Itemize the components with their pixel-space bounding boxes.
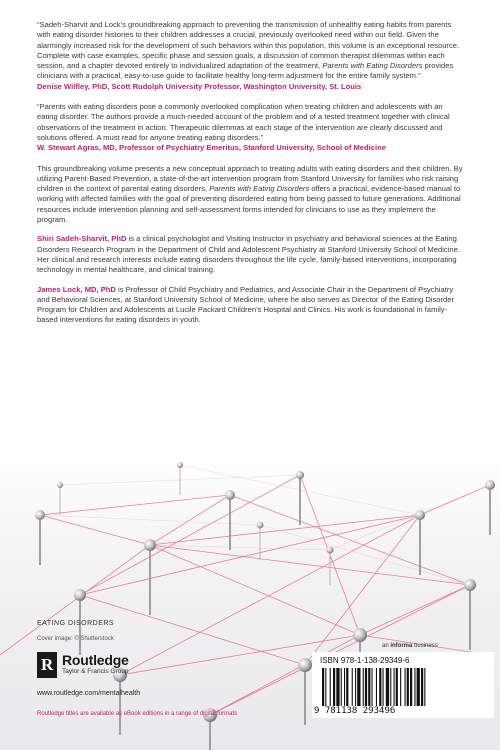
barcode-bar xyxy=(333,668,335,706)
barcode-bar xyxy=(344,668,345,706)
barcode-bar xyxy=(346,668,348,706)
routledge-icon: R xyxy=(37,652,57,678)
barcode-bar xyxy=(414,668,415,706)
back-cover-text xyxy=(37,20,465,326)
barcode-bar xyxy=(341,668,342,706)
barcode-bar xyxy=(421,668,423,706)
barcode-bar xyxy=(386,668,389,706)
author-bio-1: Shiri Sadeh-Sharvit, PhD is a clinical psychologist and Visiting Instructor in psychiatry and behavioral sciences at the Eating Disorders Research Program in the Department of Child and Adolescent Psychiatry at Stanford University School of Medicine. Her clinical and research interests include eating disorders throughout the life cycle, family-based interventions, incorporating technology in mental healthcare, and clinical training. xyxy=(37,234,460,275)
quote-2: “Parents with eating disorders pose a commonly overlooked complication when treating children and adolescents with an eating disorder. The authors provide a much-needed account of the problem and of a tested treatment together with clinical observations of the treatment in action. Therapeutic dilemmas at each stage of the intervention are clearly discussed and solutions offered. A must read for anyone treating eating disorders.” xyxy=(37,102,450,142)
publisher-logo xyxy=(37,652,167,682)
barcode-bar xyxy=(379,668,381,706)
book-description: This groundbreaking volume presents a new conceptual approach to treating adults with eating disorders and their children. By utilizing Parent-Based Prevention, a state-of-the-art intervention program from Stanford University for families who risk raising children in the context of parental eating disorders, Parents with Eating Disorders offers a practical, evidence-based manual to working with affected families with the goal of preventing disordered eating from being passed to future generations. Additional resources include intervention planning and self-assessment forms intended for clinicians to use as they implement the program. xyxy=(37,163,463,225)
barcode-bar xyxy=(407,668,409,706)
publisher-name: Routledge xyxy=(62,652,129,668)
barcode-icon xyxy=(320,668,490,706)
barcode-bar xyxy=(355,668,356,706)
barcode-bar xyxy=(376,668,377,706)
quote-2-attribution: W. Stewart Agras, MD, Professor of Psychiatry Emeritus, Stanford University, School of Medicine xyxy=(37,143,386,153)
barcode-bar xyxy=(325,668,326,706)
barcode-bar xyxy=(330,668,331,706)
barcode-bar xyxy=(322,668,324,706)
barcode-bar xyxy=(363,668,364,706)
quote-1: “Sadeh-Sharvit and Lock’s groundbreaking approach to preventing the transmission of unhealthy eating habits from parents with eating disorder histories to their children addresses a crucial, previously overlooked need within our field. Given the alarmingly increased risk for the development of such behaviors within this population, this volume is an exceptional resource. Complete with case examples, specific phase and session goals, a discussion of common therapist dilemmas within each session, and a chapter devoted entirely to individualized adaptation of the treatment, Parents with Eating Disorders provides clinicians with a practical, easy-to-use guide to facilitate healthy long-term adjustment for the entire family system.” xyxy=(37,20,460,81)
isbn-barcode-box xyxy=(312,652,494,718)
barcode-bar xyxy=(390,668,391,706)
publisher-group: Taylor & Francis Group xyxy=(62,668,129,675)
barcode-bar xyxy=(405,668,406,706)
barcode-bar xyxy=(394,668,395,706)
barcode-bar xyxy=(336,668,339,706)
quote-1-attribution: Denise Wilfley, PhD, Scott Rudolph University Professor, Washington University, St. Louis xyxy=(37,81,362,91)
barcode-bar xyxy=(400,668,401,706)
isbn-label: ISBN 978-1-138-29349-6 xyxy=(320,656,410,665)
barcode-bar xyxy=(417,668,420,706)
barcode-bar xyxy=(424,668,425,706)
barcode-bar xyxy=(410,668,412,706)
barcode-bar xyxy=(368,668,370,706)
publisher-website: www.routledge.com/mentalhealth xyxy=(37,690,141,697)
barcode-bar xyxy=(372,668,373,706)
isbn-digits: 9 781138 293496 xyxy=(314,706,396,716)
informa-business-label: an informa business xyxy=(382,643,438,649)
cover-image-credit: Cover image: © Shutterstock xyxy=(37,636,114,642)
author-bio-2: James Lock, MD, PhD is Professor of Child Psychiatry and Pediatrics, and Associate Chair in the Department of Psychiatry and Behavioral Sciences, at Stanford University School of Medicine, where he also serves as Director of the Eating Disorder Program for Children and Adolescents at Lucile Packard Children’s Hospital and Clinics. His work is foundational in family-based interventions for eating disorders in youth. xyxy=(37,284,455,325)
subject-category: EATING DISORDERS xyxy=(37,620,115,627)
barcode-bar xyxy=(352,668,353,706)
barcode-bar xyxy=(365,668,367,706)
ebook-note: Routledge titles are available as eBook editions in a range of digital formats xyxy=(37,711,238,717)
barcode-bar xyxy=(396,668,398,706)
barcode-bar xyxy=(357,668,360,706)
barcode-bar xyxy=(383,668,384,706)
